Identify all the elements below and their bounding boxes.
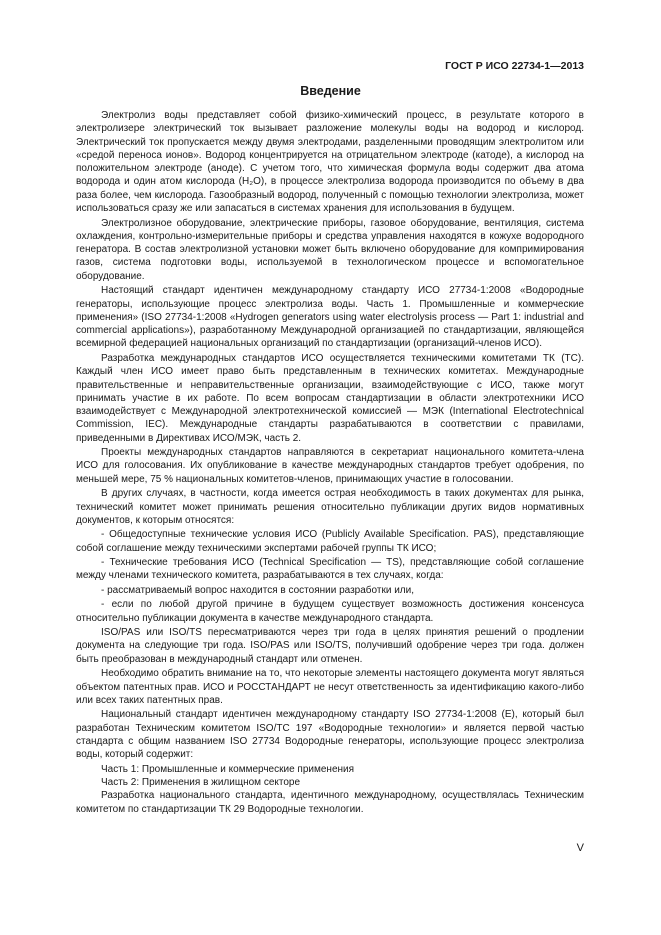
list-item: Часть 2: Применения в жилищном секторе: [101, 776, 301, 788]
page-number: V: [576, 842, 584, 854]
document-body: [76, 109, 584, 817]
paragraph: Национальный стандарт идентичен международному стандарту ISO 27734-1:2008 (E), который был разработан Техническим комитетом ISO/TC 197 «Водородные технологии» и является первой частью стандарта с общим названием ISO 27734 Водородные генераторы, использующие процесс электролиза воды, который содержит:: [76, 709, 584, 761]
paragraph: В других случаях, в частности, когда имеется острая необходимость в таких документах для рынка, технический комитет может принимать решения относительно публикации других видов нормативных документов, к которым относятся:: [76, 488, 584, 526]
paragraph: Разработка международных стандартов ИСО осуществляется техническими комитетами ТК (TC). Каждый член ИСО имеет право быть представленным в технических комитетах. Международные правительственные и неправительственные организации, взаимодействующие с ИСО, также могут принимать участие в их работе. По всем вопросам стандартизации в области электротехники ИСО взаимодействует с Международной электротехнической комиссией — МЭК (International Electrotechnical Commission, IEC). Международные стандарты разрабатываются в соответствии с правилами, приведенными в Директивах ИСО/МЭК, часть 2.: [76, 352, 584, 444]
list-item: - Общедоступные технические условия ИСО (Publicly Available Specification. PAS), представляющие собой соглашение между техническими экспертами рабочей группы ТК ИСО;: [76, 529, 584, 554]
section-title: Введение: [300, 84, 361, 98]
list-item: - рассматриваемый вопрос находится в состоянии разработки или,: [101, 584, 414, 596]
list-item: Часть 1: Промышленные и коммерческие применения: [101, 763, 355, 775]
paragraph: Настоящий стандарт идентичен международному стандарту ИСО 27734-1:2008 «Водородные генераторы, использующие процесс электролиза воды. Часть 1. Промышленные и коммерческие применения» (ISO 27734-1:2008 «Hydrogen generators using water electrolysis process — Part 1: industrial and commercial applications»), разработанному Международной организацией по стандартизации, являющейся всемирной федерацией национальных организаций по стандартизации (организаций-членов ИСО).: [76, 285, 584, 350]
list-item: - если по любой другой причине в будущем существует возможность достижения консенсуса относительно публикации документа в качестве международного стандарта.: [76, 599, 584, 624]
paragraph: Необходимо обратить внимание на то, что некоторые элементы настоящего документа могут являться объектом патентных прав. ИСО и РОССТАНДАРТ не несут ответственность за идентификацию какого-либо или всех таких патентных прав.: [76, 668, 584, 706]
document-header: ГОСТ Р ИСО 22734-1—2013: [445, 60, 584, 72]
paragraph: Разработка национального стандарта, идентичного международному, осуществлялась Техническим комитетом по стандартизации ТК 29 Водородные технологии.: [76, 790, 584, 815]
list-item: - Технические требования ИСО (Technical Specification — TS), представляющие собой соглашение между членами технического комитета, разрабатываются в тех случаях, когда:: [76, 557, 584, 582]
paragraph: ISO/PAS или ISO/TS пересматриваются через три года в целях принятия решений о продлении документа на следующие три года. ISO/PAS или ISO/TS, получивший одобрение через три года. должен быть преобразован в международный стандарт или отменен.: [76, 627, 584, 665]
paragraph: Электролиз воды представляет собой физико-химический процесс, в результате которого в электролизере электрический ток вызывает разложение молекулы воды на водород и кислород. Электрический ток пропускается между двумя электродами, разделенными проводящим электролитом или «средой переноса ионов». Водород концентрируется на отрицательном электроде (катоде), а кислород на положительном электроде (аноде). С учетом того, что химическая формула воды содержит два атома водорода и один атом кислорода (H₂O), в процессе электролиза водорода производится по объему в два раза более, чем кислорода. Газообразный водород, полученный с помощью технологии электролиза, может использоваться сразу же или запасаться в системах хранения для использования в будущем.: [76, 110, 584, 215]
paragraph: Проекты международных стандартов направляются в секретариат национального комитета-члена ИСО для голосования. Их опубликование в качестве международных стандартов требует одобрения, по меньшей мере, 75 % национальных комитетов-членов, принимающих участие в голосовании.: [76, 447, 584, 485]
paragraph: Электролизное оборудование, электрические приборы, газовое оборудование, вентиляция, система охлаждения, контрольно-измерительные приборы и средства управления находятся в кожухе водородного генератора. В состав электролизной установки может быть включено оборудование для компримирования газов, система подготовки воды, используемой в технологическом процессе и вспомогательное оборудование.: [76, 217, 584, 282]
